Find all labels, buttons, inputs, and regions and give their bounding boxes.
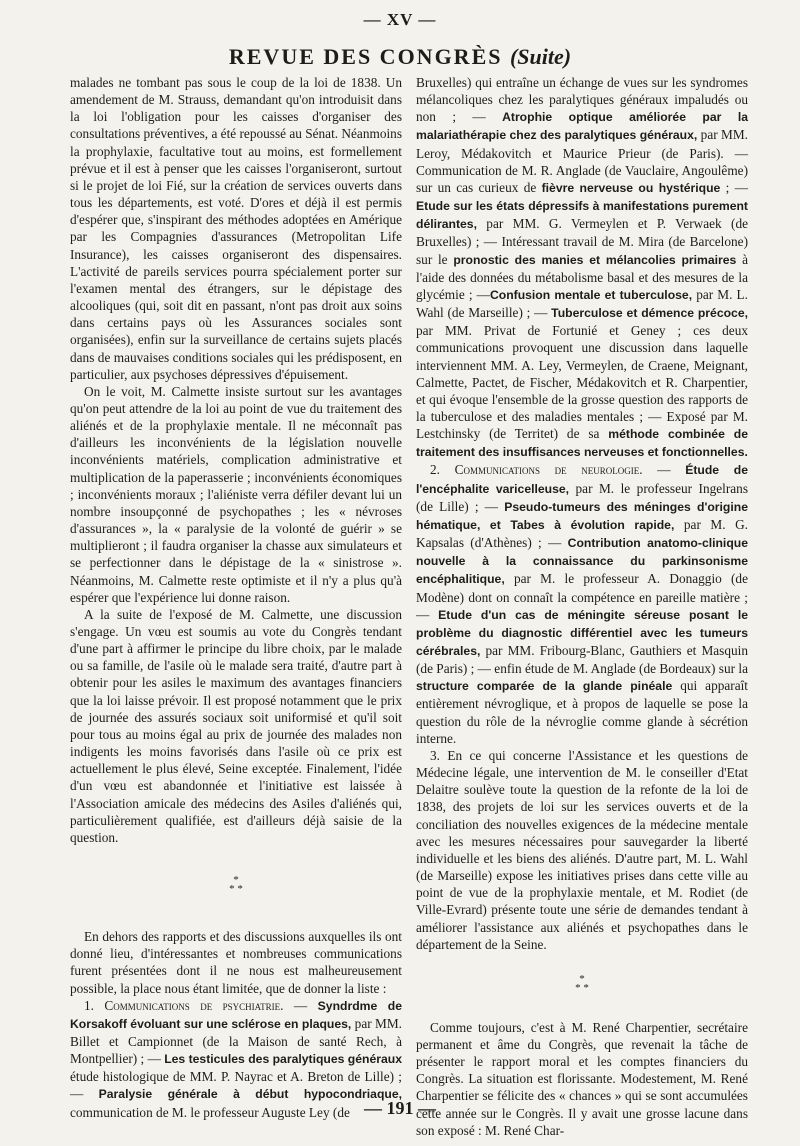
communication-title: Etude sur les états dépressifs à manifestations purement délirantes, (416, 199, 748, 232)
paragraph: A la suite de l'exposé de M. Calmette, une discussion s'engage. Un vœu est soumis au vote du Congrès tendant d'une part à affirmer le principe du libre choix, par le malade ou sa famille, de l'asile où le malade sera traité, d'autre part à obtenir pour les asiles le maximum des avantages financiers que la loi laisse prévoir. Il est proposé notamment que le prix de journée des assurés sociaux soit uniformisé et qu'il soit pour tous au moins égal au prix de journée des malades non indigents les moins favorisés dans l'asile où ce prix est actuellement le plus élevé, Seine exceptée. Finalement, l'idée d'un vœu est abandonnée et l'initiative est laissée à l'Association amicale des médecins des Asiles d'aliénés qui, particulièrement qualifiée, est d'ailleurs déjà saisie de la question. (70, 606, 402, 845)
paragraph-continued: Bruxelles) qui entraîne un échange de vues sur les syndromes mélancoliques chez les paralytiques généraux impaludés ou non ; — Atrophie optique améliorée par la malariathérapie chez des paralytiques généraux, par MM. Leroy, Médakovitch et Maurice Prieur (de Paris). — Communication de M. R. Anglade (de Vauclaire, Angoulême) sur un cas curieux de fièvre nerveuse ou hystérique ; — Etude sur les états dépressifs à manifestations purement délirantes, par MM. G. Vermeylen et P. Verwaek (de Bruxelles) ; — Intéressant travail de M. Mira (de Barcelone) sur le pronostic des manies et mélancolies primaires à l'aide des données du métabolisme basal et des mesures de la glycémie ; —Confusion mentale et tuberculose, par M. L. Wahl (de Marseille) ; — Tuberculose et démence précoce, par MM. Privat de Fortunié et Geney ; ces deux communications provoquent une discussion dans laquelle interviennent MM. A. Ley, Vermeylen, de Craene, Meignant, Calmette, Pactet, de Fischer, Médakovitch et R. Charpentier, et qui évoque l'ensemble de la grosse question des rapports de la tuberculose et des maladies mentales ; — Exposé par M. Lestchinsky (de Territet) de sa méthode combinée de traitement des insuffisances nerveuses et fonctionnelles. (416, 75, 748, 460)
communication-title: Paralysie générale à début hypocondriaque, (98, 1087, 403, 1102)
section-heading: Communications de neurologie. (454, 462, 643, 478)
communication-title: Syndrdme de Korsakoff évoluant sur une sclérose en plaques, (70, 998, 402, 1031)
paragraph-communications-neurology: 2. Communications de neurologie. — Étude de l'encéphalite varicelleuse, par M. le professeur Ingelrans (de Lille) ; — Pseudo-tumeurs des méninges d'origine hématique, et Tabes à évolution rapide, par M. G. Kapsalas (d'Athènes) ; — Contribution anatomo-clinique nouvelle à la connaissance du parkinsonisme encéphalitique, par M. le professeur A. Donaggio (de Modène) dont on connaît la compétence en pareille matière ; — Etude d'un cas de méningite séreuse posant le problème du diagnostic différentiel avec les tumeurs cérébrales, par MM. Fribourg-Blanc, Gauthiers et Masquin (de Paris) ; — enfin étude de M. Anglade (de Bordeaux) sur la structure comparée de la glande pinéale qui apparaît entièrement névroglique, et à propos de laquelle se pose la question du rôle de la névroglie comme glande à sécrétion interne. (416, 462, 749, 746)
communication-title: Pseudo-tumeurs des méninges d'origine hématique, et Tabes à évolution rapide, (416, 499, 748, 532)
communication-title: Etude d'un cas de méningite séreuse posant le problème du diagnostic différentiel avec les tumeurs cérébrales, (416, 607, 748, 658)
paragraph-assistance: 3. En ce qui concerne l'Assistance et les questions de Médecine légale, une intervention de M. le conseiller d'Etat Delaitre soulève toute la question de la refonte de la loi de 1838, des projets de loi sur les services ouverts et de la conciliation des nouvelles exigences de la médecine mentale avec les mesures nécessaires pour sauvegarder la liberté individuelle et les biens des aliénés. D'autre part, M. L. Wahl (de Marseille) expose les initiatives prises dans cette ville au point de vue de la prophylaxie mentale, et M. Rodiet (de Ville-Evrard) présente toute une série de demandes tendant à améliorer l'assistance aux aliénés et psychopathes dans le département de la Seine. (416, 747, 748, 952)
communication-title: Étude de l'encéphalite varicelleuse, (416, 463, 748, 496)
section-divider-asterism: * * * (575, 972, 589, 994)
paragraph-communications-psychiatry: 1. Communications de psychiatrie. — Syndrdme de Korsakoff évoluant sur une sclérose en plaques, par MM. Billet et Campionnet (de la Maison de santé Rech, à Montpellier) ; — Les testicules des paralytiques généraux étude histologique de MM. P. Nayrac et A. Breton de Lille) ; — Paralysie générale à début hypocondriaque, communication de M. le professeur Auguste Ley (de (70, 997, 403, 1120)
left-column (70, 74, 402, 1121)
communication-title: Confusion mentale et tuberculose, (489, 287, 693, 302)
communication-title: Les testicules des paralytiques généraux (164, 1052, 402, 1067)
paragraph: Comme toujours, c'est à M. René Charpentier, secrétaire permanent et âme du Congrès, que revenait la tâche de présenter le rapport moral et les comptes financiers du Congrès. La situation est florissante. Modestement, M. René Charpentier se félicite des « chances » qui se sont accumulées cette année sur le Congrès. Il y avait une grosse lacune dans son exposé : M. René Char- (416, 1019, 748, 1138)
paragraph: On le voit, M. Calmette insiste surtout sur les avantages qu'on peut attendre de la loi au point de vue du traitement des aliénés et de la prophylaxie mentale. Il ne méconnaît pas d'ailleurs les inconvénients de la législation nouvelle inconvénients matériels, complication administrative et multiplication de la paperasserie ; inconvénients économiques ; inconvénients moraux ; l'aliéniste verra défiler devant lui un nombre insoupçonné de psychopathes ; les « névroses d'assurances », la « paralysie de la volonté de guérir » se multiplieront ; il faudra organiser la chasse aux simulateurs et se perfectionner dans le dépistage de la « sinistrose ». Néanmoins, M. Calmette reste optimiste et il n'y a plus qu'à espérer que l'expérience lui donne raison. (70, 383, 402, 605)
page-title (0, 44, 800, 70)
page-number: — 191 — (364, 1098, 436, 1118)
section-heading: Communications de psychiatrie. (104, 997, 284, 1013)
paragraph: En dehors des rapports et des discussions auxquelles ils ont donné lieu, d'intéressantes et nombreuses communications furent présentées dont il ne nous est malheureusement possible, la place nous étant limitée, que de donner la liste : (70, 929, 402, 996)
communication-title: pronostic des manies et mélancolies primaires (453, 252, 737, 267)
communication-title: méthode combinée de traitement des insuffisances nerveuses et fonctionnelles. (416, 427, 748, 460)
title-text: REVUE DES CONGRÈS (228, 44, 503, 69)
communication-title: Atrophie optique améliorée par la malariathérapie chez des paralytiques généraux, (416, 110, 748, 143)
communication-title: fièvre nerveuse ou hystérique (541, 180, 721, 195)
right-column (416, 74, 748, 1139)
communication-title: structure comparée de la glande pinéale (416, 679, 673, 694)
page-roman-number: — XV — (363, 10, 437, 29)
communication-title: Contribution anatomo-clinique nouvelle à la connaissance du parkinsonisme encéphalitique, (416, 536, 748, 587)
section-divider-asterism: * * * (229, 874, 243, 896)
communication-title: Tuberculose et démence précoce, (551, 306, 748, 321)
paragraph: malades ne tombant pas sous le coup de la loi de 1838. Un amendement de M. Strauss, demandant qu'on introduisit dans la loi l'obligation pour les caisses d'organiser des consultations préventives, a été repoussé au Sénat. Néanmoins la prophylaxie, facultative tout au moins, est formellement prévue et il est à penser que les caisses l'organiseront, surtout si le projet de loi Fié, sur la création de services ouverts dans tous les départements, est voté. D'ores et déjà il est permis d'espérer que, s'inspirant des méthodes adoptées en Amérique par les Compagnies d'assurances (Metropolitan Life Insurance), les caisses organiseront des dispensaires. L'activité de pareils services pourra spécialement porter sur l'examen mental des étrangers, sur le dépistage des alcooliques (qui, soit dit en passant, n'ont pas droit aux soins dans certains pays où les Assurances sociales sont organisées), enfin sur la surveillance de certains sujets placés dans de mauvaises conditions sociales qui les prédisposent, en particulier, aux psychoses dépressives d'épuisement. (70, 75, 402, 382)
title-suite: (Suite) (509, 44, 572, 69)
